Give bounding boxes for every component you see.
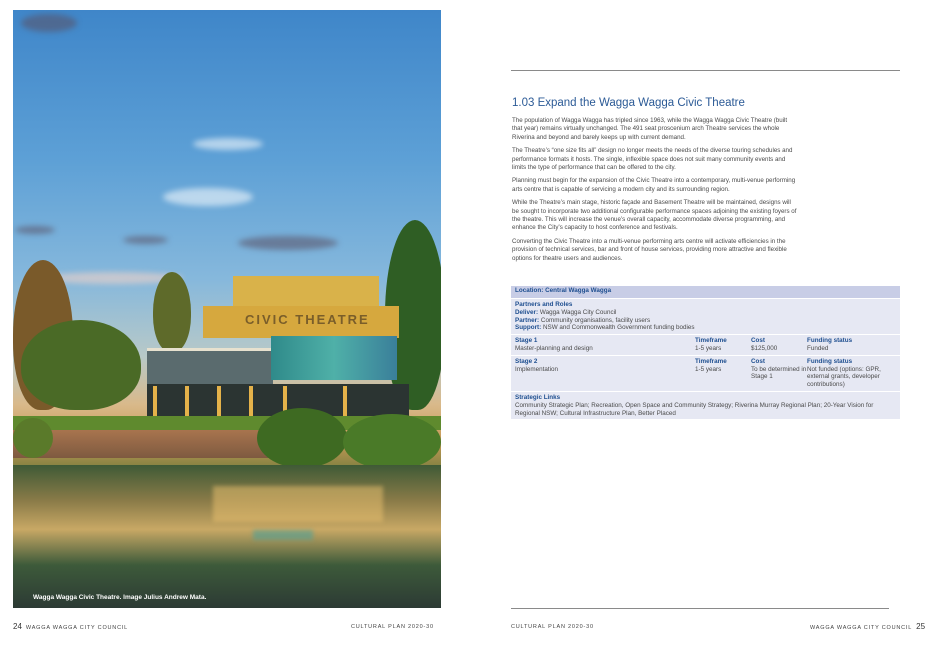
paragraph-3: Planning must begin for the expansion of the Civic Theatre into a contemporary, multi-venue performing arts centre that is capable of servicing a modern city and its surrounding region.	[512, 177, 796, 193]
strategic-links-text: Community Strategic Plan; Recreation, Open Space and Community Strategy; Riverina Murray Regional Plan; 20-Year Vision for Regional NSW; Cultural Infrastructure Plan, Better Placed	[515, 401, 874, 417]
body-text	[512, 117, 798, 268]
paragraph-5: Converting the Civic Theatre into a multi-venue performing arts centre will activate efficiencies in the provision of technical services, bar and front of house services, providing more attractive and flexible options for theatre users and audiences.	[512, 237, 787, 262]
left-footer-plan: CULTURAL PLAN 2020-30	[351, 624, 434, 630]
stage-name: Stage 1	[515, 337, 538, 345]
funding-value: Funded	[807, 344, 829, 352]
timeframe-label: Timeframe	[695, 337, 727, 345]
photo-caption: Wagga Wagga Civic Theatre. Image Julius Andrew Mata.	[33, 594, 207, 601]
paragraph-2: The Theatre’s “one size fits all” design no longer meets the needs of the diverse touring schedules and performance formats it hosts. The single, inflexible space does not suit many community events and limits the type of performance that can be offered to the city.	[512, 147, 793, 172]
cost-label: Cost	[751, 357, 765, 365]
timeframe-value: 1-5 years	[695, 365, 722, 373]
cost-value: To be determined in Stage 1	[751, 365, 807, 381]
page-number-right: 25	[916, 622, 926, 631]
top-rule	[511, 70, 900, 71]
deliver-line: Deliver: Wagga Wagga City Council	[515, 308, 617, 316]
support-line: Support: NSW and Commonwealth Government funding bodies	[515, 324, 695, 332]
funding-label: Funding status	[807, 357, 853, 365]
paragraph-1: The population of Wagga Wagga has tripled since 1963, while the Wagga Wagga Civic Theatre (built that year) remains virtually unchanged. The 491 seat proscenium arch Theatre services the whole Riverina and beyond and barely keeps up with current demand.	[512, 117, 788, 141]
cost-label: Cost	[751, 337, 765, 345]
right-footer-org: WAGGA WAGGA CITY COUNCIL 25	[810, 622, 926, 631]
partners-row	[511, 298, 900, 334]
strategic-links-row	[511, 391, 900, 419]
funding-value: Not funded (options: GPR, external grants, developer contributions)	[807, 365, 881, 389]
right-footer-plan: CULTURAL PLAN 2020-30	[511, 624, 594, 630]
cost-value: $125,000	[751, 344, 778, 352]
paragraph-4: While the Theatre’s main stage, historic façade and Basement Theatre will be maintained, designs will be sought to incorporate two additional configurable performance spaces adjoining the existing foyers of the theatre. This will increase the venue’s overall capacity, accommodate diverse programming, and enhance the City’s capacity to host conference and festivals.	[512, 199, 797, 232]
strategic-links-title: Strategic Links	[515, 393, 561, 401]
stage-desc: Master-planning and design	[515, 344, 593, 352]
partner-line: Partner: Community organisations, facility users	[515, 316, 651, 324]
project-info-box	[511, 286, 900, 419]
civic-theatre-photo	[13, 10, 441, 608]
timeframe-value: 1-5 years	[695, 344, 722, 352]
theatre-sign: CIVIC THEATRE	[245, 312, 370, 327]
stage-name: Stage 2	[515, 357, 538, 365]
page-number-left: 24	[13, 622, 22, 631]
timeframe-label: Timeframe	[695, 357, 727, 365]
partners-title: Partners and Roles	[515, 301, 573, 308]
location-header: Location: Central Wagga Wagga	[511, 286, 900, 298]
stage-2-row	[511, 355, 900, 391]
funding-label: Funding status	[807, 337, 853, 345]
bottom-rule	[511, 608, 889, 609]
stage-desc: Implementation	[515, 365, 559, 373]
left-footer-org: 24 WAGGA WAGGA CITY COUNCIL	[13, 622, 129, 631]
section-heading: 1.03 Expand the Wagga Wagga Civic Theatre	[512, 97, 745, 109]
stage-1-row	[511, 334, 900, 355]
